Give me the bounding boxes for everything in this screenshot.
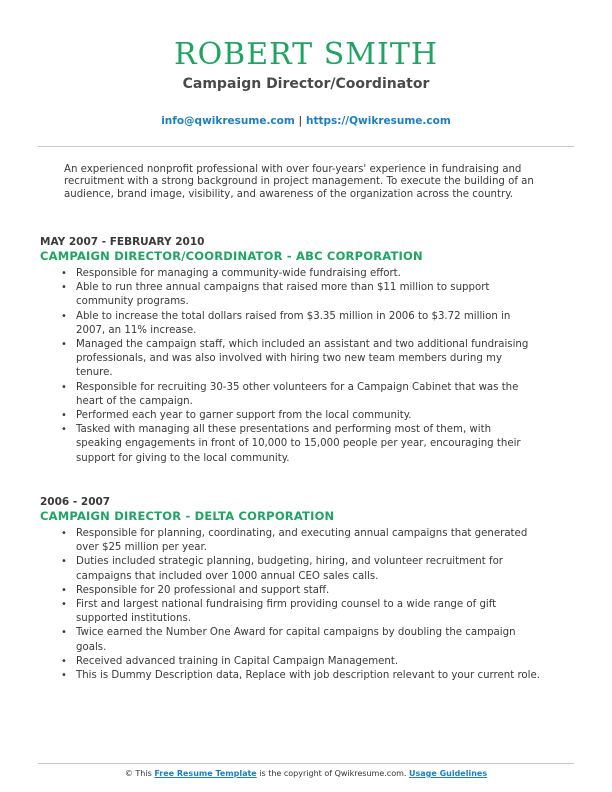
bullet-dot: • bbox=[61, 584, 67, 596]
bullet-dot: • bbox=[61, 424, 67, 436]
bullet-dot: • bbox=[61, 310, 67, 322]
job-bullet: • Responsible for 20 professional and support staff. bbox=[40, 584, 576, 598]
bullet-dot: • bbox=[61, 655, 67, 667]
bullet-dot: • bbox=[61, 381, 67, 393]
bullet-dot: • bbox=[61, 282, 67, 294]
free-resume-template-link[interactable]: Free Resume Template bbox=[154, 769, 257, 778]
job-dates: 2006 - 2007 bbox=[40, 496, 111, 508]
job-bullet: • Received advanced training in Capital Campaign Management. bbox=[40, 655, 576, 669]
job-entry bbox=[40, 236, 576, 466]
job-bullet: • Able to run three annual campaigns that raised more than $11 million to support community programs. bbox=[61, 282, 490, 308]
summary-paragraph: An experienced nonprofit professional with over four-years' experience in fundraising and recruitment with a strong background in project management. To execute the building of an audience, brand image, visibility, and awareness of the organization across the country. bbox=[64, 164, 534, 200]
copyright-footer bbox=[0, 769, 612, 779]
contact-line bbox=[0, 114, 612, 128]
job-bullets bbox=[40, 527, 576, 683]
job-bullets bbox=[40, 267, 576, 466]
job-bullet: • Performed each year to garner support from the local community. bbox=[40, 409, 576, 423]
job-title: CAMPAIGN DIRECTOR/COORDINATOR - ABC CORPORATION bbox=[40, 249, 423, 263]
job-bullet: • This is Dummy Description data, Replace with job description relevant to your current role. bbox=[40, 669, 576, 683]
bullet-dot: • bbox=[61, 528, 67, 539]
header-divider bbox=[38, 146, 574, 147]
bullet-dot: • bbox=[61, 556, 67, 568]
resume-header bbox=[0, 38, 612, 128]
job-title: CAMPAIGN DIRECTOR - DELTA CORPORATION bbox=[40, 509, 335, 523]
footer-prefix: © This bbox=[124, 769, 152, 778]
job-bullet: • Able to increase the total dollars raised from $3.35 million in 2006 to $3.72 million in 2007, an 11% increase. bbox=[61, 310, 511, 336]
job-bullet: • Managed the campaign staff, which included an assistant and two additional fundraising professionals, and was also involved with hiring two new team members during my tenure. bbox=[61, 339, 529, 379]
job-bullet: • Responsible for planning, coordinating, and executing annual campaigns that generated over $25 million per year. bbox=[61, 528, 528, 554]
bullet-dot: • bbox=[61, 599, 67, 611]
job-bullet: • Duties included strategic planning, budgeting, hiring, and volunteer recruitment for campaigns that included over 1000 annual CEO sales calls. bbox=[61, 556, 503, 582]
bullet-dot: • bbox=[61, 627, 67, 639]
candidate-name: ROBERT SMITH bbox=[173, 37, 439, 72]
job-bullet: • First and largest national fundraising firm providing counsel to a wide range of gift supported institutions. bbox=[61, 599, 497, 625]
footer-middle: is the copyright of Qwikresume.com. bbox=[259, 769, 407, 778]
contact-separator: | bbox=[298, 115, 303, 127]
candidate-role: Campaign Director/Coordinator bbox=[182, 76, 430, 92]
bullet-dot: • bbox=[61, 268, 67, 279]
job-bullet: • Twice earned the Number One Award for capital campaigns by doubling the campaign goals. bbox=[61, 627, 516, 653]
bullet-dot: • bbox=[61, 670, 67, 682]
footer-divider bbox=[38, 763, 574, 764]
website-link[interactable]: https://Qwikresume.com bbox=[305, 115, 451, 127]
usage-guidelines-link[interactable]: Usage Guidelines bbox=[408, 769, 488, 778]
bullet-dot: • bbox=[61, 339, 67, 351]
job-bullet: • Responsible for managing a community-wide fundraising effort. bbox=[40, 267, 576, 281]
job-bullet: • Responsible for recruiting 30-35 other volunteers for a Campaign Cabinet that was the heart of the campaign. bbox=[61, 381, 519, 407]
bullet-dot: • bbox=[61, 410, 67, 422]
job-bullet: • Tasked with managing all these presentations and performing most of them, with speaking engagements in front of 10,000 to 15,000 people per year, encouraging their support for giving to the local community. bbox=[61, 424, 521, 464]
job-entry bbox=[40, 496, 576, 683]
job-dates: MAY 2007 - FEBRUARY 2010 bbox=[40, 236, 205, 248]
email-link[interactable]: info@qwikresume.com bbox=[161, 115, 295, 127]
